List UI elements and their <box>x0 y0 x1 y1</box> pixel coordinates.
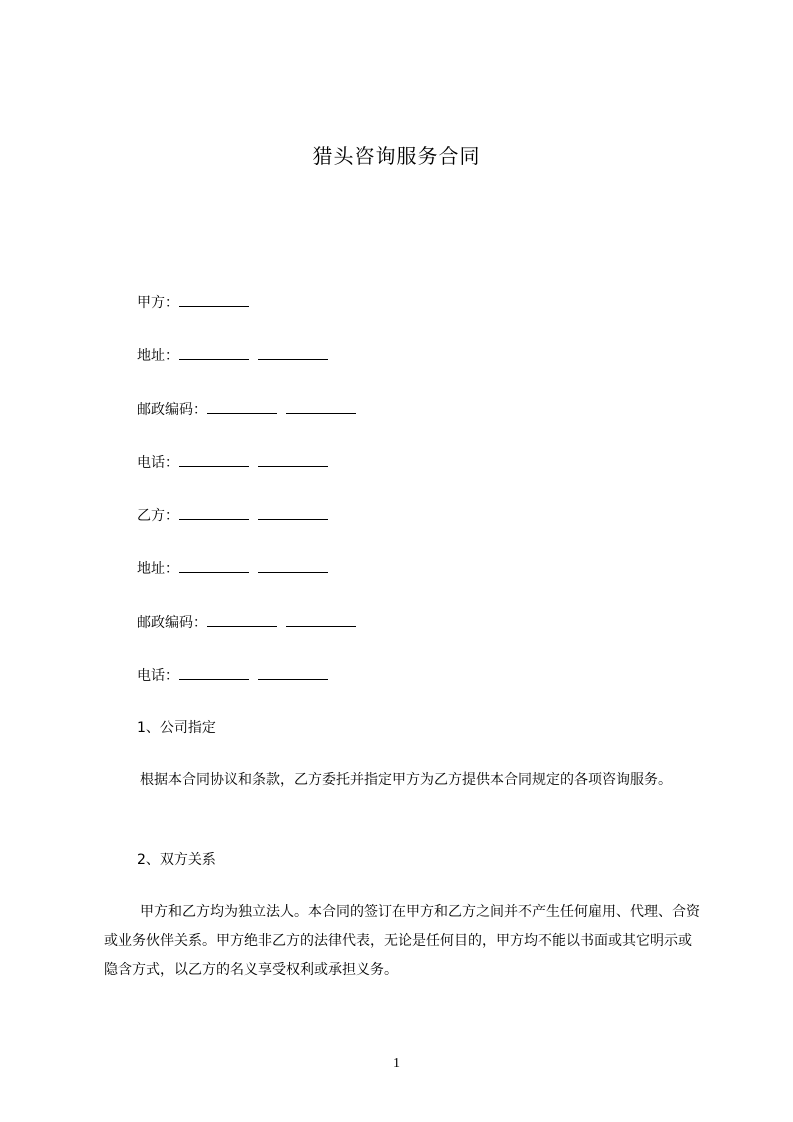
page-number: 1 <box>393 1056 400 1071</box>
party-a-field <box>137 292 249 313</box>
party-a-postcode-field <box>137 399 356 420</box>
document-title: 猎头咨询服务合同 <box>312 144 481 168</box>
party-b-phone-blank-1 <box>179 665 249 680</box>
party-a-phone-blank-2 <box>258 452 328 467</box>
party-b-phone-label: 电话： <box>137 668 179 684</box>
party-b-address-field <box>137 558 328 579</box>
party-b-phone-blank-2 <box>258 665 328 680</box>
party-b-postcode-label: 邮政编码： <box>137 615 207 631</box>
party-b-blank-2 <box>258 505 328 520</box>
party-b-address-blank-1 <box>179 558 249 573</box>
party-a-address-field <box>137 345 328 366</box>
party-a-blank <box>179 292 249 307</box>
party-a-address-blank-1 <box>179 345 249 360</box>
party-a-phone-label: 电话： <box>137 455 179 471</box>
party-b-phone-field <box>137 665 328 686</box>
party-b-address-label: 地址： <box>137 561 179 577</box>
section-2-body: 甲方和乙方均为独立法人。本合同的签订在甲方和乙方之间并不产生任何雇用、代理、合资或业务伙伴关系。甲方绝非乙方的法律代表，无论是任何目的，甲方均不能以书面或其它明示或隐含方式，以乙方的名义享受权利或承担义务。 <box>104 904 700 978</box>
party-b-address-blank-2 <box>258 558 328 573</box>
party-b-postcode-blank-2 <box>286 612 356 627</box>
party-b-postcode-field <box>137 612 356 633</box>
party-a-phone-blank-1 <box>179 452 249 467</box>
party-b-postcode-blank-1 <box>207 612 277 627</box>
party-b-label: 乙方： <box>137 508 179 524</box>
party-b-blank-1 <box>179 505 249 520</box>
party-a-address-blank-2 <box>258 345 328 360</box>
section-1-body: 根据本合同协议和条款，乙方委托并指定甲方为乙方提供本合同规定的各项咨询服务。 <box>140 772 672 788</box>
party-b-field <box>137 505 328 526</box>
party-a-postcode-blank-2 <box>286 399 356 414</box>
party-a-label: 甲方： <box>137 295 179 311</box>
party-a-postcode-label: 邮政编码： <box>137 402 207 418</box>
party-a-address-label: 地址： <box>137 348 179 364</box>
party-a-phone-field <box>137 452 328 473</box>
party-a-postcode-blank-1 <box>207 399 277 414</box>
section-2-heading: 2、双方关系 <box>137 852 216 868</box>
section-1-heading: 1、公司指定 <box>137 720 216 736</box>
